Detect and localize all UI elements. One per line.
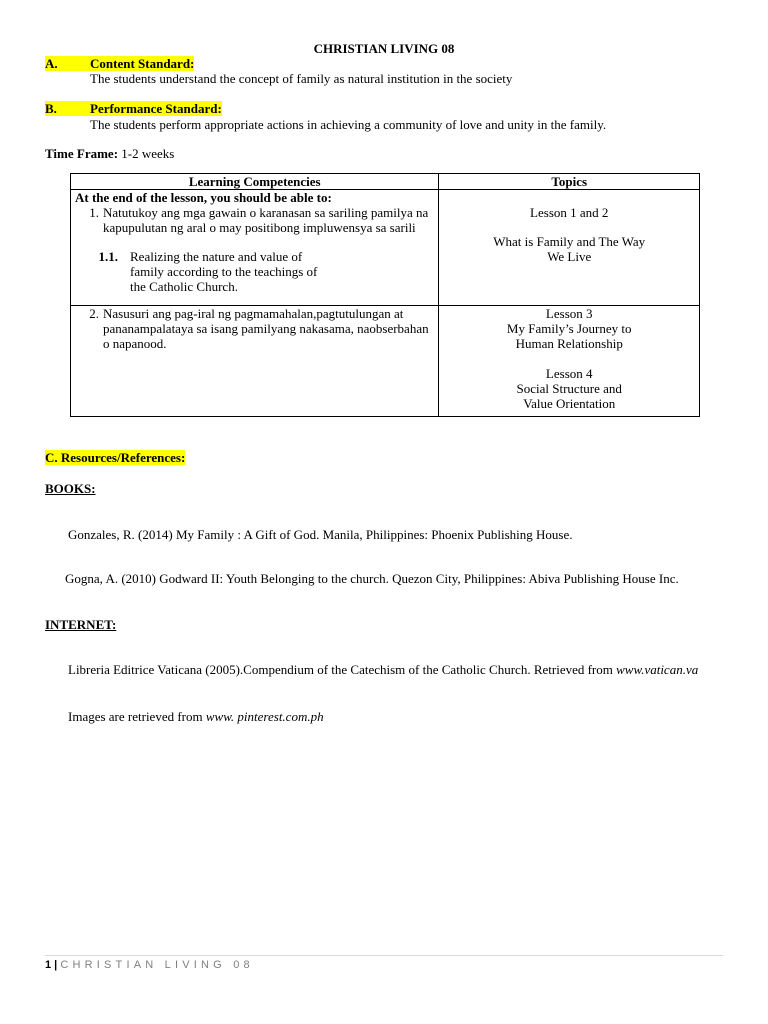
page-title: CHRISTIAN LIVING 08 (313, 41, 455, 56)
section-c-title: C. Resources/References: (45, 450, 186, 465)
list-subitem (71, 249, 438, 294)
internet-reference (45, 662, 720, 677)
section-b-heading (45, 101, 222, 116)
internet-reference (68, 709, 324, 724)
section-b-title: Performance Standard: (90, 101, 222, 116)
reference-link[interactable]: www.vatican.va (616, 662, 699, 677)
competency-cell-1 (71, 190, 439, 306)
book-reference: Gogna, A. (2010) Godward II: Youth Belonging to the church. Quezon City, Philippines: Abiva Publishing House Inc. (65, 571, 679, 586)
reference-text: Images are retrieved from (68, 709, 206, 724)
book-reference: Gonzales, R. (2014) My Family : A Gift of God. Manila, Philippines: Phoenix Publishing House. (68, 527, 573, 542)
reference-text: Libreria Editrice Vaticana (2005).Compendium of the Catechism of the Catholic Church. Retrieved from (68, 662, 613, 677)
section-a-letter: A. (45, 56, 58, 71)
header-competencies: Learning Competencies (71, 174, 439, 190)
time-frame-label: Time Frame: (45, 146, 119, 161)
item-text: Natutukoy ang mga gawain o karanasan sa sariling pamilya na kapupulutan ng aral o may positibong impluwensya sa sarili (103, 205, 429, 235)
topic-title-line: My Family’s Journey to (506, 321, 632, 336)
section-a-text: The students understand the concept of family as natural institution in the society (90, 71, 513, 86)
reference-link[interactable]: www. pinterest.com.ph (205, 709, 324, 724)
competency-cell-2 (71, 306, 439, 417)
books-heading: BOOKS: (45, 481, 96, 496)
topic-lesson: Lesson 1 and 2 (530, 205, 609, 220)
topic-title-line: Social Structure and (516, 381, 622, 396)
internet-heading: INTERNET: (45, 617, 117, 632)
section-c-heading (45, 450, 185, 465)
table-intro: At the end of the lesson, you should be able to: (75, 190, 332, 205)
footer-separator: | (51, 959, 61, 971)
topic-cell-1 (439, 190, 700, 306)
topic-title-line: Value Orientation (523, 396, 616, 411)
topic-title: What is Family and The Way We Live (493, 234, 646, 264)
table-header-row (71, 174, 700, 190)
list-item (71, 205, 438, 235)
item-number: 2. (89, 306, 99, 321)
footer-text: CHRISTIAN LIVING 08 (60, 959, 254, 971)
subitem-text: Realizing the nature and value of family according to the teachings of the Catholic Church. (130, 249, 318, 294)
page-number: 1 (45, 959, 52, 971)
header-topics: Topics (439, 174, 700, 190)
topic-lesson: Lesson 3 (545, 306, 593, 321)
section-a-heading (45, 56, 194, 71)
competency-table (70, 173, 700, 417)
subitem-number: 1.1. (98, 249, 118, 264)
topic-cell-2 (439, 306, 700, 417)
list-item (71, 306, 438, 351)
table-row (71, 306, 700, 417)
section-b-text: The students perform appropriate actions in achieving a community of love and unity in the family. (90, 117, 607, 132)
section-a-title: Content Standard: (90, 56, 195, 71)
topic-lesson: Lesson 4 (545, 366, 593, 381)
page-footer (45, 958, 254, 973)
time-frame-value: 1-2 weeks (121, 146, 175, 161)
topic-title-line: Human Relationship (515, 336, 623, 351)
item-number: 1. (89, 205, 99, 220)
section-b-letter: B. (45, 101, 57, 116)
footer-divider (45, 955, 723, 956)
time-frame (45, 146, 174, 161)
item-text: Nasusuri ang pag-iral ng pagmamahalan,pagtutulungan at pananampalataya sa isang pamilyang nakasama, naobserbahan o napanood. (103, 306, 429, 351)
table-row (71, 190, 700, 306)
